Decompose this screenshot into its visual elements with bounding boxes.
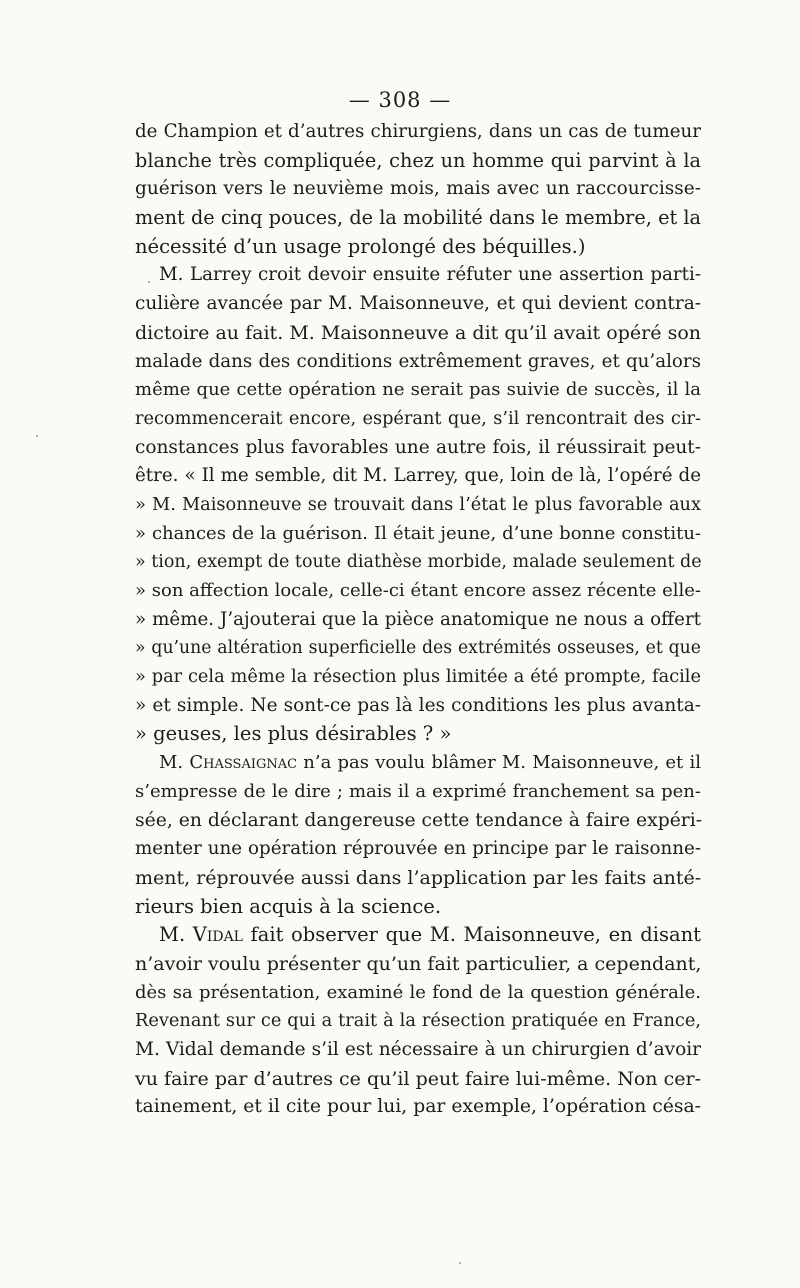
text-line: culière avancée par M. Maisonneuve, et qui devient contra-: [135, 293, 701, 315]
text-line: Revenant sur ce qui a trait à la résection pratiquée en France,: [135, 1011, 701, 1032]
line-rest: n’a pas voulu blâmer M. Maisonneuve, et il: [297, 752, 701, 774]
text-line: ment, réprouvée aussi dans l’application par les faits anté-: [135, 866, 702, 889]
paragraph-start-line: [135, 921, 701, 950]
text-line: M. Vidal demande s’il est nécessaire à un chirurgien d’avoir: [135, 1039, 701, 1060]
text-line: nécessité d’un usage prolongé des béquilles.): [135, 234, 586, 258]
text-line: menter une opération réprouvée en principe par le raisonne-: [135, 838, 701, 860]
body-text: [135, 118, 701, 1122]
text-line: blanche très compliquée, chez un homme qui parvint à la: [135, 148, 701, 172]
text-line: ment de cinq pouces, de la mobilité dans le membre, et la: [135, 206, 701, 230]
quoted-line: » chances de la guérison. Il était jeune, d’une bonne constitu-: [135, 522, 701, 544]
text-line: être. « Il me semble, dit M. Larrey, que, loin de là, l’opéré de: [135, 465, 701, 487]
text-line: malade dans des conditions extrêmement graves, et qu’alors: [135, 350, 701, 372]
surname-chassaignac: Chassaignac: [189, 752, 298, 774]
quoted-line: » M. Maisonneuve se trouvait dans l’état le plus favorable aux: [135, 494, 701, 515]
page-number: — 308 —: [348, 88, 452, 112]
text-line: vu faire par d’autres ce qu’il peut faire lui-même. Non cer-: [135, 1067, 701, 1090]
quoted-line: » même. J’ajouterai que la pièce anatomique ne nous a offert: [135, 608, 701, 630]
surname-vidal: Vidal: [192, 923, 243, 947]
line-prefix: M.: [159, 752, 190, 774]
text-line: sée, en déclarant dangereuse cette tendance à faire expéri-: [135, 809, 703, 831]
text-line: guérison vers le neuvième mois, mais avec un raccourcisse-: [135, 178, 701, 200]
quoted-line: » et simple. Ne sont-ce pas là les conditions les plus avanta-: [135, 694, 701, 716]
paragraph-start-line: M. Larrey croit devoir ensuite réfuter une assertion parti-: [159, 264, 701, 286]
line-rest: fait observer que M. Maisonneuve, en disant: [242, 923, 701, 947]
quoted-line: » par cela même la résection plus limitée a été prompte, facile: [135, 667, 701, 688]
text-line: constances plus favorables une autre fois, il réussirait peut-: [135, 436, 701, 458]
text-line: rieurs bien acquis à la science.: [135, 894, 442, 918]
paper-speck: [148, 281, 150, 283]
quoted-line: » qu’une altération superficielle des extrémités osseuses, et que: [135, 638, 701, 659]
paper-speck: [36, 435, 38, 437]
paper-speck: [459, 1262, 461, 1264]
text-line: n’avoir voulu présenter qu’un fait particulier, a cependant,: [135, 952, 702, 975]
text-line: de Champion et d’autres chirurgiens, dans un cas de tumeur: [135, 121, 701, 142]
text-line: dictoire au fait. M. Maisonneuve a dit qu’il avait opéré son: [135, 321, 701, 344]
text-line: tainement, et il cite pour lui, par exemple, l’opération césa-: [135, 1096, 701, 1118]
text-line: s’empresse de le dire ; mais il a exprimé franchement sa pen-: [135, 780, 701, 802]
quoted-line: » son affection locale, celle-ci étant encore assez récente elle-: [135, 580, 701, 601]
quoted-line: » tion, exempt de toute diathèse morbide, malade seulement de: [135, 552, 702, 573]
text-line: même que cette opération ne serait pas suivie de succès, il la: [135, 379, 701, 401]
quoted-line: » geuses, les plus désirables ? »: [135, 722, 452, 746]
text-line: dès sa présentation, examiné le fond de la question générale.: [135, 981, 701, 1003]
paragraph-start-line: [135, 749, 701, 778]
text-line: recommencerait encore, espérant que, s’il rencontrait des cir-: [135, 408, 701, 429]
line-prefix: M.: [159, 923, 193, 947]
